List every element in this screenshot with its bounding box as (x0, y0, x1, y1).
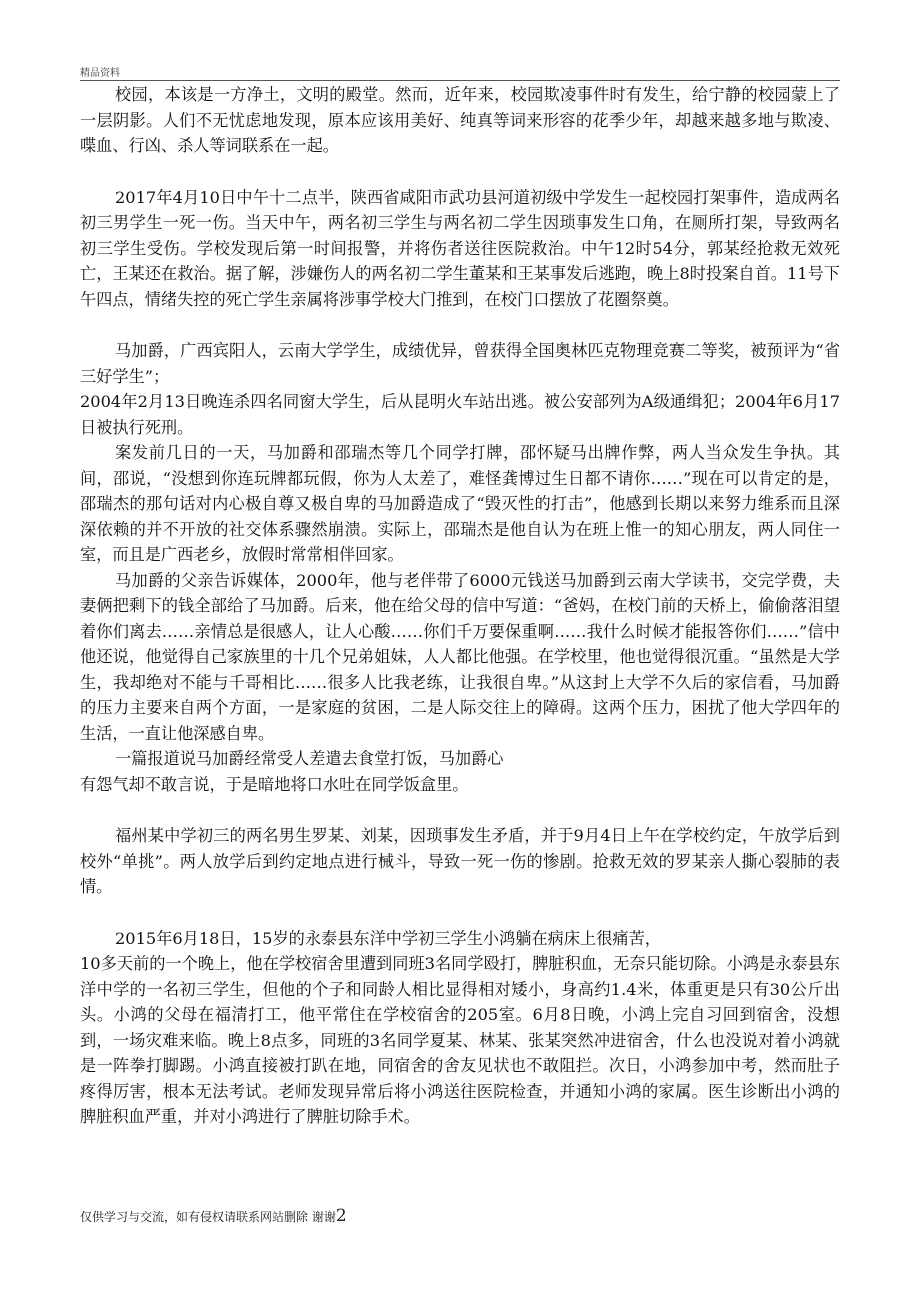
paragraph-yongtai-body: 10多天前的一个晚上，他在学校宿舍里遭到同班3名同学殴打，脾脏积血，无奈只能切除。小鸿是永泰县东洋中学的一名初三学生，但他的个子和同龄人相比显得相对矮小，身高约1.4米，体重更是只有30公斤出头。小鸿的父母在福清打工，他平常住在学校宿舍的205室。6月8日晚，小鸿上完自习回到宿舍，没想到，一场灾难来临。晚上8点多，同班的3名同学夏某、林某、张某突然冲进宿舍，什么也没说对着小鸿就是一阵拳打脚踢。小鸿直接被打趴在地，同宿舍的舍友见状也不敢阻拦。次日，小鸿参加中考，然而肚子疼得厉害，根本无法考试。老师发现异常后将小鸿送往医院检查，并通知小鸿的家属。医生诊断出小鸿的脾脏积血严重，并对小鸿进行了脾脏切除手术。 (80, 954, 840, 1126)
page-number: 2 (335, 1206, 347, 1226)
paragraph-spacer (80, 312, 840, 338)
paragraph-wugong-incident: 2017年4月10日中午十二点半，陕西省咸阳市武功县河道初级中学发生一起校园打架事件，造成两名初三男学生一死一伤。当天中午，两名初三学生与两名初二学生因琐事发生口角，在厕所打架，导致两名初三学生受伤。学校发现后第一时间报警，并将伤者送往医院救治。中午12时54分，郭某经抢救无效死亡，王某还在救治。据了解，涉嫌伤人的两名初二学生董某和王某事发后逃跑，晚上8时投案自首。11号下午四点，情绪失控的死亡学生亲属将涉事学校大门推到，在校门口摆放了花圈祭奠。 (80, 187, 840, 309)
header-divider (80, 80, 840, 81)
footer-disclaimer: 仅供学习与交流，如有侵权请联系网站删除 谢谢 (80, 1210, 336, 1224)
paragraph-intro: 校园，本该是一方净土，文明的殿堂。然而，近年来，校园欺凌事件时有发生，给宁静的校园蒙上了一层阴影。人们不无忧虑地发现，原本应该用美好、纯真等词来形容的花季少年，却越来越多地与欺凌、喋血、行凶、杀人等词联系在一起。 (80, 85, 840, 155)
paragraph-yongtai-line1: 2015年6月18日，15岁的永泰县东洋中学初三学生小鸿躺在病床上很痛苦， (115, 928, 661, 948)
paragraph-spacer (80, 797, 840, 823)
page-footer (80, 1206, 347, 1226)
header-label: 精品资料 (80, 68, 120, 79)
paragraph-fuzhou-incident: 福州某中学初三的两名男生罗某、刘某，因琐事发生矛盾，并于9月4日上午在学校约定，午放学后到校外“单挑”。两人放学后到约定地点进行械斗，导致一死一伤的惨剧。抢救无效的罗某亲人撕心裂肺的表情。 (80, 826, 840, 896)
paragraph-report-line2: 有怨气却不敢言说，于是暗地将口水吐在同学饭盒里。 (80, 774, 469, 794)
paragraph-ma-jiajue-crime: 2004年2月13日晚连杀四名同窗大学生，后从昆明火车站出逃。被公安部列为A级通缉犯；2004年6月17日被执行死刑。 (80, 392, 840, 437)
paragraph-spacer (80, 900, 840, 926)
paragraph-card-game: 案发前几日的一天，马加爵和邵瑞杰等几个同学打牌，邵怀疑马出牌作弊，两人当众发生争执。其间，邵说，“没想到你连玩牌都玩假，你为人太差了，难怪龚博过生日都不请你……”现在可以肯定的是，邵瑞杰的那句话对内心极自尊又极自卑的马加爵造成了“毁灭性的打击”，他感到长期以来努力维系而且深深依赖的并不开放的社交体系骤然崩溃。实际上，邵瑞杰是他自认为在班上惟一的知心朋友，两人同住一室，而且是广西老乡，放假时常常相伴回家。 (80, 443, 840, 564)
paragraph-ma-jiajue-intro: 马加爵，广西宾阳人，云南大学学生，成绩优异，曾获得全国奥林匹克物理竞赛二等奖，被预评为“省三好学生”； (80, 341, 840, 386)
paragraph-spacer (80, 159, 840, 185)
document-body (80, 82, 840, 1130)
paragraph-father-letter: 马加爵的父亲告诉媒体，2000年，他与老伴带了6000元钱送马加爵到云南大学读书，交完学费，夫妻俩把剩下的钱全部给了马加爵。后来，他在给父母的信中写道：“爸妈，在校门前的天桥上，偷偷落泪望着你们离去……亲情总是很感人，让人心酸……你们千万要保重啊……我什么时候才能报答你们……”信中他还说，他觉得自己家族里的十几个兄弟姐妹，人人都比他强。在学校里，他也觉得很沉重。“虽然是大学生，我却绝对不能与千哥相比……很多人比我老练，让我很自卑。”从这封上大学不久后的家信看，马加爵的压力主要来自两个方面，一是家庭的贫困，二是人际交往上的障碍。这两个压力，困扰了他大学四年的生活，一直让他深感自卑。 (80, 570, 840, 743)
paragraph-report-line1: 一篇报道说马加爵经常受人差遣去食堂打饭，马加爵心 (115, 749, 504, 768)
